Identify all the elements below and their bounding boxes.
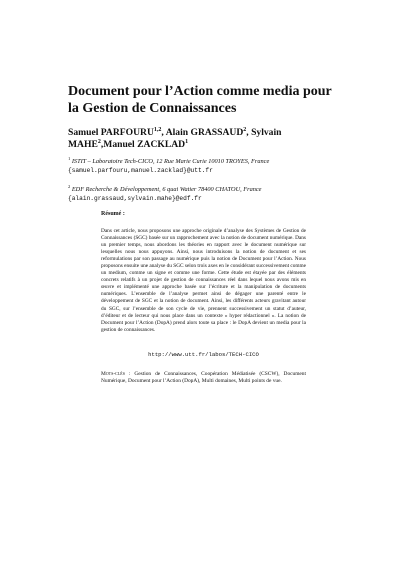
affiliation-institution: ISTIT – Laboratoire Tech-CICO, 12 Rue Marie Curie 10010 TROYES, France bbox=[71, 158, 270, 165]
affiliation-mark: 1 bbox=[68, 155, 71, 161]
abstract-heading: Résumé : bbox=[101, 211, 125, 217]
keywords bbox=[101, 371, 306, 385]
author-affiliation-mark: 2 bbox=[243, 126, 247, 133]
author-list: Samuel PARFOURU$^{1,2}$, Alain GRASSAUD$^2$, Sylvain MAHE$^2$,Manuel ZACKLAD$^1$ bbox=[68, 126, 282, 150]
paper-title: Document pour l’Action comme media pour la Gestion de Connaissances bbox=[68, 84, 332, 116]
author-name: Manuel ZACKLAD bbox=[103, 139, 186, 150]
author-affiliation-mark: 1 bbox=[185, 138, 189, 145]
affiliation-emails: {alain.grassaud,sylvain.mahe}@edf.fr bbox=[68, 195, 202, 202]
author-name: Samuel PARFOURU bbox=[68, 127, 154, 138]
keywords-text: Gestion de Connaissances, Coopération Médiatisée (CSCW), Document Numérique, Document pour l’Action (DopA), Multi domaines, Multi points de vue. bbox=[101, 371, 307, 384]
author-affiliation-mark: 2 bbox=[97, 138, 101, 145]
affiliation-institution: EDF Recherche & Développement, 6 quai Watier 78400 CHATOU, France bbox=[71, 186, 262, 193]
affiliation-2 bbox=[68, 185, 368, 203]
abstract bbox=[101, 228, 306, 334]
affiliation-emails: {samuel.parfouru,manuel.zacklad}@utt.fr bbox=[68, 167, 213, 174]
affiliation-1 bbox=[68, 157, 368, 175]
author-name: Sylvain MAHE bbox=[68, 127, 282, 150]
affiliation-mark: 2 bbox=[68, 183, 71, 189]
keywords-label: Mots-clés : bbox=[101, 371, 131, 377]
abstract-text: Dans cet article, nous proposons une approche originale d’analyse des Systèmes de Gestion de Connaissances (SGC) basée sur un rapprochement avec la notion de document numérique. Dans un premier temps, nous abordons les théories en rapport avec le document numérique sur lesquelles nous nous appuyons. Ainsi, nous introduisons la notion de document et ses reformulations par son passage au numérique puis la notion de Document pour l’Action. Nous proposons ensuite une analyse du SGC selon trois axes en le considérant successivement comme un medium, comme un signe et comme une forme. Cette étude est étayée par des éléments concrets relatifs à un projet de gestion de connaissances réel dans lequel nous avons mis en œuvre et implémenté une approche basée sur l’écriture et la manipulation de documents numériques. L’ensemble de l’analyse permet ainsi de dégager une parenté entre le développement de SGC et la notion de document. Ainsi, les différents acteurs gravitant autour du SGC, sur l’ensemble de son cycle de vie, prennent successivement un statut d’auteur, d’éditeur et de lecteur qui nous place dans un contexte « hyper rédactionnel ». La notion de Document pour l’Action (DopA) prend alors toute sa place : le DopA devient un media pour la gestion de connaissances. bbox=[101, 228, 306, 333]
lab-url: http://www.utt.fr/labos/TECH-CICO bbox=[148, 351, 259, 358]
author-affiliation-mark: 1,2 bbox=[153, 126, 162, 133]
author-name: Alain GRASSAUD bbox=[165, 127, 244, 138]
